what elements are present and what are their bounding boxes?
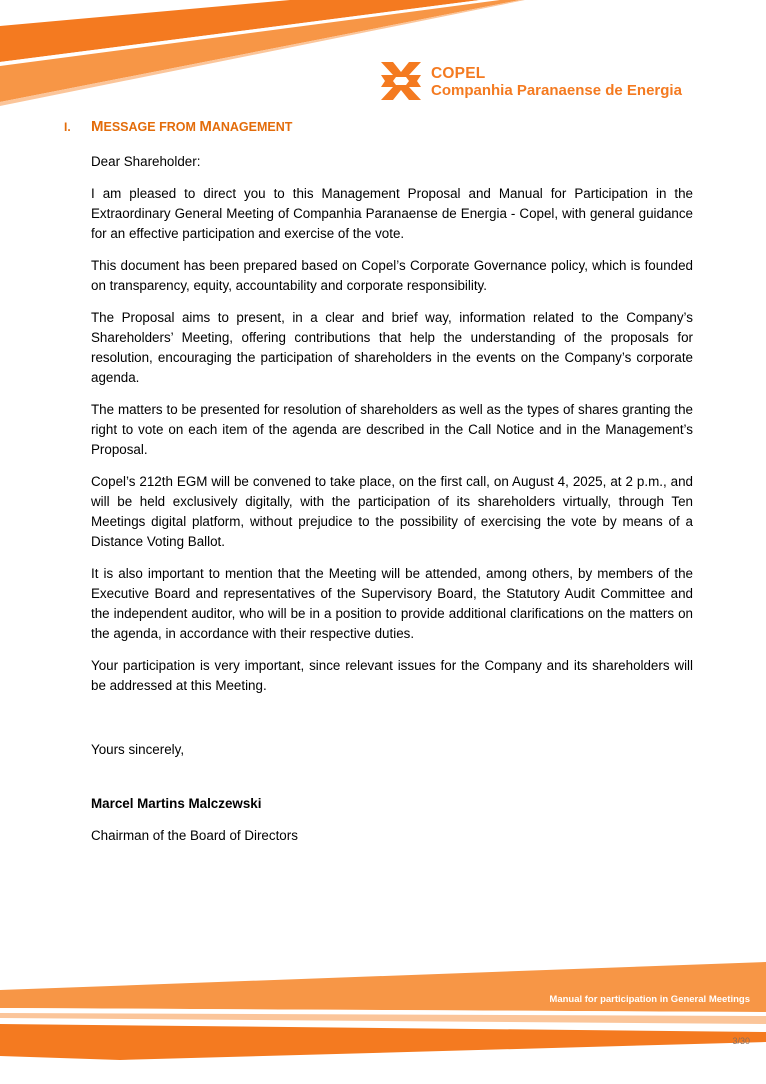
section-number: I. bbox=[64, 120, 71, 134]
greeting: Dear Shareholder: bbox=[91, 154, 201, 169]
copel-logo-icon bbox=[379, 60, 423, 102]
footer-band bbox=[0, 960, 766, 1084]
page-number: 3/30 bbox=[732, 1036, 750, 1046]
closing: Yours sincerely, bbox=[91, 742, 185, 757]
paragraph-proposal: The Proposal aims to present, in a clear and brief way, information related to the Company’s Shareholders’ Meeting, offering contributions that help the understanding of the proposals for resolution, encouraging the participation of shareholders in the events on the Company’s corporate agenda. bbox=[91, 310, 693, 385]
paragraph-participation: Your participation is very important, since relevant issues for the Company and its shareholders will be addressed at this Meeting. bbox=[91, 658, 693, 693]
logo-full-name: Companhia Paranaense de Energia bbox=[431, 82, 682, 99]
title-second-cap: M bbox=[199, 118, 212, 135]
paragraph-intro: I am pleased to direct you to this Management Proposal and Manual for Participation in the Extraordinary General Meeting of Companhia Paranaense de Energia - Copel, with general guidance for an effective participation and exercise of the vote. bbox=[91, 186, 693, 241]
title-first-cap: M bbox=[91, 118, 104, 135]
paragraph-matters: The matters to be presented for resolution of shareholders as well as the types of shares granting the right to vote on each item of the agenda are described in the Call Notice and in the Management’s Proposal. bbox=[91, 402, 693, 457]
letter-body bbox=[91, 152, 693, 846]
copel-logo bbox=[379, 58, 691, 104]
title-mid: ESSAGE FROM bbox=[103, 120, 200, 134]
paragraph-governance: This document has been prepared based on Copel’s Corporate Governance policy, which is founded on transparency, equity, accountability and corporate responsibility. bbox=[91, 258, 693, 293]
title-end: ANAGEMENT bbox=[211, 120, 293, 134]
section-title bbox=[91, 120, 292, 134]
footer-title: Manual for participation in General Meetings bbox=[549, 994, 750, 1005]
paragraph-egm: Copel’s 212th EGM will be convened to take place, on the first call, on August 4, 2025, at 2 p.m., and will be held exclusively digitally, with the participation of its shareholders virtually, through Ten Meetings digital platform, without prejudice to the possibility of exercising the vote by means of a Distance Voting Ballot. bbox=[91, 474, 693, 549]
section-heading bbox=[64, 118, 292, 136]
signer-title: Chairman of the Board of Directors bbox=[91, 828, 298, 843]
logo-name: COPEL bbox=[431, 65, 486, 82]
paragraph-attendance: It is also important to mention that the Meeting will be attended, among others, by members of the Executive Board and representatives of the Supervisory Board, the Statutory Audit Committee and the independent auditor, who will be in a position to provide additional clarifications on the matters on the agenda, in accordance with their respective duties. bbox=[91, 566, 693, 641]
signer-name: Marcel Martins Malczewski bbox=[91, 796, 262, 811]
